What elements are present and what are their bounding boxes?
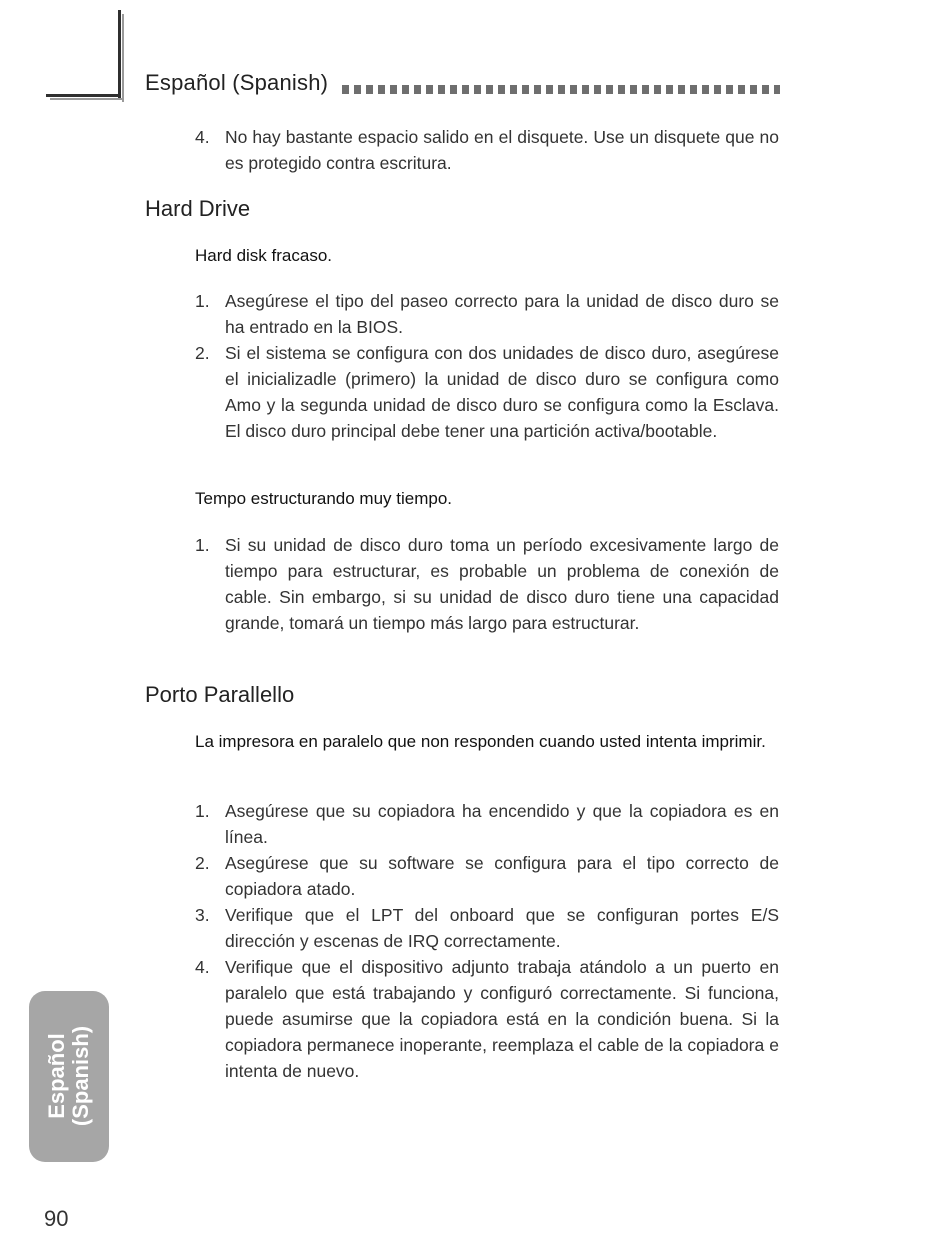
header-dotted-rule [342, 85, 780, 94]
list-item [195, 798, 779, 850]
corner-bracket-vertical [118, 10, 121, 98]
list-item-number: 2. [195, 853, 210, 873]
language-side-tab-label [45, 1026, 93, 1126]
list-item-number: 1. [195, 801, 210, 821]
list-item-text: Verifique que el dispositivo adjunto trabaja atándolo a un puerto en paralelo que está trabajando y configuró correctamente. Si funciona, puede asumirse que la copiadora está en la condición buena. Si la copiadora permanece inoperante, reemplaza el cable de la copiadora e intenta de nuevo. [225, 957, 779, 1081]
side-tab-line-2: (Spanish) [68, 1025, 93, 1127]
list-item-text: No hay bastante espacio salido en el disquete. Use un disquete que no es protegido contra escritura. [225, 127, 779, 173]
list-item-text: Si su unidad de disco duro toma un período excesivamente largo de tiempo para estructurar, es probable un problema de conexión de cable. Sin embargo, si su unidad de disco duro tiene una capacidad grande, tomará un tiempo más largo para estructurar. [225, 535, 779, 633]
list-item-number: 3. [195, 905, 210, 925]
list-item-number: 4. [195, 127, 210, 147]
list-item-text: Asegúrese que su copiadora ha encendido y que la copiadora es en línea. [225, 801, 779, 847]
corner-bracket-horizontal [46, 94, 121, 97]
parallel-port-list [195, 798, 779, 1084]
format-time-list [195, 532, 779, 636]
floppy-list [195, 124, 779, 176]
list-item [195, 902, 779, 954]
corner-bracket-horizontal-shadow [50, 98, 124, 100]
list-item-text: Si el sistema se configura con dos unidades de disco duro, asegúrese el inicializadle (primero) la unidad de disco duro se configura como Amo y la segunda unidad de disco duro se configura como la Esclava. El disco duro principal debe tener una partición activa/bootable. [225, 343, 779, 441]
list-item-text: Asegúrese que su software se configura para el tipo correcto de copiadora atado. [225, 853, 779, 899]
subheading-hard-disk-failure: Hard disk fracaso. [195, 246, 332, 265]
section-heading-hard-drive: Hard Drive [145, 196, 251, 221]
section-heading-parallel-port: Porto Parallello [145, 682, 295, 707]
subheading-printer-not-responding: La impresora en paralelo que non responden cuando usted intenta imprimir. [195, 732, 766, 751]
list-item-number: 2. [195, 343, 210, 363]
subheading-format-time: Tempo estructurando muy tiempo. [195, 489, 453, 508]
page-header-title: Español (Spanish) [145, 70, 329, 95]
list-item-number: 1. [195, 291, 210, 311]
hard-disk-failure-list [195, 288, 779, 444]
list-item [195, 288, 779, 340]
list-item-number: 1. [195, 535, 210, 555]
corner-bracket-vertical-shadow [122, 14, 124, 102]
list-item-number: 4. [195, 957, 210, 977]
list-item [195, 124, 779, 176]
list-item-text: Asegúrese el tipo del paseo correcto para la unidad de disco duro se ha entrado en la BIOS. [225, 291, 779, 337]
page-number: 90 [44, 1206, 69, 1231]
side-tab-line-1: Español [44, 1033, 69, 1119]
list-item [195, 532, 779, 636]
list-item [195, 850, 779, 902]
list-item [195, 340, 779, 444]
list-item [195, 954, 779, 1084]
list-item-text: Verifique que el LPT del onboard que se configuran portes E/S dirección y escenas de IRQ correctamente. [225, 905, 779, 951]
